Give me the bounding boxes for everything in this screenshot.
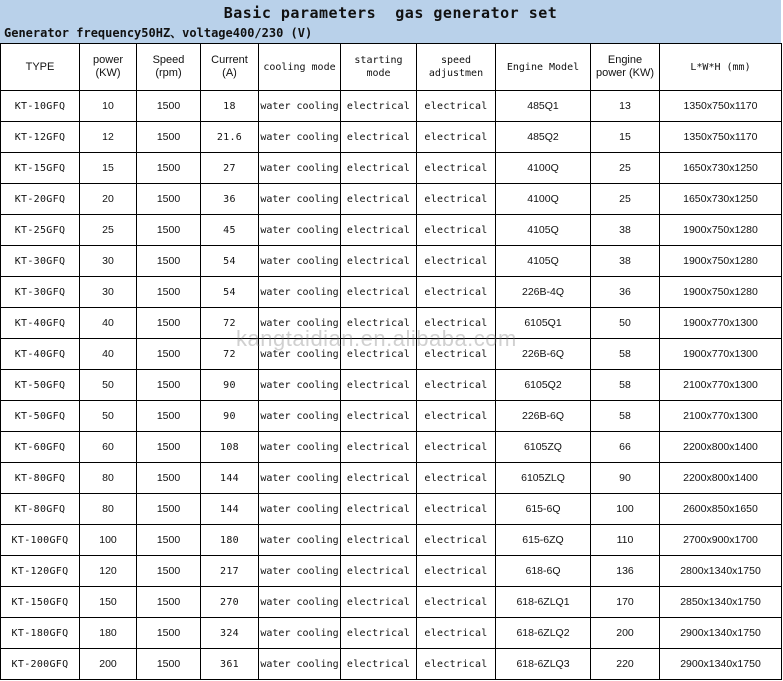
cell-speed: 1500	[137, 246, 201, 277]
cell-engine-model: 4105Q	[496, 215, 591, 246]
table-row	[1, 246, 782, 277]
cell-engine-model: 618-6ZLQ2	[496, 618, 591, 649]
cell-current: 45	[201, 215, 259, 246]
cell-cooling-mode: water cooling	[259, 370, 341, 401]
cell-type: KT-50GFQ	[1, 370, 80, 401]
cell-dimensions: 1650x730x1250	[660, 153, 782, 184]
header-type: TYPE	[1, 44, 80, 91]
cell-cooling-mode: water cooling	[259, 494, 341, 525]
cell-cooling-mode: water cooling	[259, 649, 341, 680]
cell-engine-power: 38	[591, 246, 660, 277]
cell-speed-adjustment: electrical	[417, 339, 496, 370]
cell-starting-mode: electrical	[341, 587, 417, 618]
header-cooling-mode: cooling mode	[259, 44, 341, 91]
cell-current: 144	[201, 463, 259, 494]
cell-cooling-mode: water cooling	[259, 339, 341, 370]
cell-engine-model: 615-6ZQ	[496, 525, 591, 556]
cell-speed-adjustment: electrical	[417, 556, 496, 587]
cell-starting-mode: electrical	[341, 153, 417, 184]
cell-speed-adjustment: electrical	[417, 308, 496, 339]
cell-current: 180	[201, 525, 259, 556]
table-row	[1, 401, 782, 432]
cell-engine-model: 226B-4Q	[496, 277, 591, 308]
table-row	[1, 122, 782, 153]
cell-cooling-mode: water cooling	[259, 184, 341, 215]
cell-current: 21.6	[201, 122, 259, 153]
cell-type: KT-15GFQ	[1, 153, 80, 184]
header-speed: Speed (rpm)	[137, 44, 201, 91]
cell-power: 50	[80, 370, 137, 401]
cell-type: KT-10GFQ	[1, 91, 80, 122]
cell-power: 40	[80, 339, 137, 370]
cell-speed-adjustment: electrical	[417, 525, 496, 556]
cell-power: 60	[80, 432, 137, 463]
cell-current: 324	[201, 618, 259, 649]
cell-current: 72	[201, 308, 259, 339]
cell-speed-adjustment: electrical	[417, 432, 496, 463]
cell-engine-model: 4100Q	[496, 184, 591, 215]
cell-engine-power: 58	[591, 401, 660, 432]
cell-dimensions: 1900x750x1280	[660, 215, 782, 246]
cell-engine-power: 110	[591, 525, 660, 556]
cell-engine-model: 6105ZLQ	[496, 463, 591, 494]
cell-type: KT-30GFQ	[1, 277, 80, 308]
cell-current: 54	[201, 277, 259, 308]
cell-power: 25	[80, 215, 137, 246]
cell-speed-adjustment: electrical	[417, 463, 496, 494]
table-row	[1, 215, 782, 246]
cell-power: 120	[80, 556, 137, 587]
cell-dimensions: 2700x900x1700	[660, 525, 782, 556]
cell-engine-power: 38	[591, 215, 660, 246]
cell-engine-model: 226B-6Q	[496, 339, 591, 370]
cell-starting-mode: electrical	[341, 463, 417, 494]
cell-speed-adjustment: electrical	[417, 370, 496, 401]
spec-table	[0, 43, 782, 680]
cell-type: KT-40GFQ	[1, 308, 80, 339]
cell-starting-mode: electrical	[341, 246, 417, 277]
cell-engine-model: 4100Q	[496, 153, 591, 184]
cell-engine-power: 25	[591, 153, 660, 184]
cell-power: 12	[80, 122, 137, 153]
header-starting-mode: starting mode	[341, 44, 417, 91]
cell-speed-adjustment: electrical	[417, 618, 496, 649]
table-row	[1, 339, 782, 370]
cell-dimensions: 2900x1340x1750	[660, 649, 782, 680]
cell-type: KT-40GFQ	[1, 339, 80, 370]
cell-cooling-mode: water cooling	[259, 246, 341, 277]
table-row	[1, 556, 782, 587]
cell-engine-power: 13	[591, 91, 660, 122]
cell-cooling-mode: water cooling	[259, 556, 341, 587]
cell-speed: 1500	[137, 401, 201, 432]
cell-dimensions: 1900x770x1300	[660, 339, 782, 370]
table-row	[1, 277, 782, 308]
cell-type: KT-150GFQ	[1, 587, 80, 618]
cell-engine-model: 6105ZQ	[496, 432, 591, 463]
cell-dimensions: 2200x800x1400	[660, 463, 782, 494]
cell-cooling-mode: water cooling	[259, 525, 341, 556]
cell-cooling-mode: water cooling	[259, 432, 341, 463]
cell-starting-mode: electrical	[341, 277, 417, 308]
cell-speed-adjustment: electrical	[417, 401, 496, 432]
cell-dimensions: 1350x750x1170	[660, 122, 782, 153]
cell-starting-mode: electrical	[341, 618, 417, 649]
cell-starting-mode: electrical	[341, 91, 417, 122]
cell-engine-model: 4105Q	[496, 246, 591, 277]
cell-starting-mode: electrical	[341, 432, 417, 463]
cell-speed: 1500	[137, 463, 201, 494]
cell-power: 100	[80, 525, 137, 556]
cell-speed: 1500	[137, 525, 201, 556]
table-row	[1, 184, 782, 215]
cell-speed: 1500	[137, 153, 201, 184]
table-row	[1, 494, 782, 525]
header-engine-power: Engine power (KW)	[591, 44, 660, 91]
cell-speed-adjustment: electrical	[417, 277, 496, 308]
cell-starting-mode: electrical	[341, 370, 417, 401]
cell-current: 36	[201, 184, 259, 215]
cell-speed-adjustment: electrical	[417, 215, 496, 246]
cell-speed: 1500	[137, 122, 201, 153]
cell-dimensions: 1900x750x1280	[660, 246, 782, 277]
cell-power: 40	[80, 308, 137, 339]
cell-engine-model: 618-6ZLQ3	[496, 649, 591, 680]
cell-current: 108	[201, 432, 259, 463]
cell-power: 150	[80, 587, 137, 618]
cell-cooling-mode: water cooling	[259, 122, 341, 153]
cell-speed: 1500	[137, 556, 201, 587]
cell-cooling-mode: water cooling	[259, 153, 341, 184]
cell-engine-power: 66	[591, 432, 660, 463]
header-dimensions: L*W*H (mm)	[660, 44, 782, 91]
header-engine-model: Engine Model	[496, 44, 591, 91]
cell-engine-power: 200	[591, 618, 660, 649]
cell-starting-mode: electrical	[341, 494, 417, 525]
table-row	[1, 91, 782, 122]
cell-power: 30	[80, 246, 137, 277]
cell-speed-adjustment: electrical	[417, 587, 496, 618]
header-speed-adjustment: speed adjustmen	[417, 44, 496, 91]
cell-speed: 1500	[137, 215, 201, 246]
cell-dimensions: 2200x800x1400	[660, 432, 782, 463]
cell-dimensions: 1650x730x1250	[660, 184, 782, 215]
table-row	[1, 649, 782, 680]
cell-starting-mode: electrical	[341, 184, 417, 215]
cell-engine-power: 36	[591, 277, 660, 308]
cell-speed: 1500	[137, 370, 201, 401]
cell-engine-power: 136	[591, 556, 660, 587]
cell-speed-adjustment: electrical	[417, 91, 496, 122]
cell-engine-model: 485Q2	[496, 122, 591, 153]
header-current: Current (A)	[201, 44, 259, 91]
cell-speed-adjustment: electrical	[417, 122, 496, 153]
cell-speed: 1500	[137, 494, 201, 525]
cell-power: 80	[80, 463, 137, 494]
cell-engine-power: 25	[591, 184, 660, 215]
page-subtitle: Generator frequency50HZ、voltage400/230 (V)	[4, 26, 313, 40]
cell-type: KT-50GFQ	[1, 401, 80, 432]
cell-type: KT-12GFQ	[1, 122, 80, 153]
cell-type: KT-100GFQ	[1, 525, 80, 556]
cell-power: 180	[80, 618, 137, 649]
table-row	[1, 370, 782, 401]
cell-power: 200	[80, 649, 137, 680]
cell-current: 27	[201, 153, 259, 184]
cell-engine-model: 6105Q2	[496, 370, 591, 401]
cell-engine-power: 58	[591, 339, 660, 370]
cell-speed-adjustment: electrical	[417, 246, 496, 277]
page-title: Basic parameters gas generator set	[223, 4, 558, 22]
cell-speed: 1500	[137, 184, 201, 215]
cell-cooling-mode: water cooling	[259, 401, 341, 432]
cell-engine-power: 100	[591, 494, 660, 525]
cell-speed: 1500	[137, 308, 201, 339]
cell-dimensions: 2850x1340x1750	[660, 587, 782, 618]
cell-starting-mode: electrical	[341, 339, 417, 370]
cell-speed: 1500	[137, 277, 201, 308]
cell-power: 15	[80, 153, 137, 184]
cell-type: KT-180GFQ	[1, 618, 80, 649]
cell-dimensions: 2100x770x1300	[660, 401, 782, 432]
cell-cooling-mode: water cooling	[259, 618, 341, 649]
cell-dimensions: 1900x770x1300	[660, 308, 782, 339]
cell-speed: 1500	[137, 587, 201, 618]
cell-cooling-mode: water cooling	[259, 308, 341, 339]
cell-power: 10	[80, 91, 137, 122]
cell-type: KT-120GFQ	[1, 556, 80, 587]
cell-current: 361	[201, 649, 259, 680]
cell-dimensions: 1900x750x1280	[660, 277, 782, 308]
table-header-row	[1, 44, 782, 91]
cell-current: 270	[201, 587, 259, 618]
cell-engine-power: 50	[591, 308, 660, 339]
cell-starting-mode: electrical	[341, 122, 417, 153]
cell-engine-model: 618-6ZLQ1	[496, 587, 591, 618]
cell-speed-adjustment: electrical	[417, 649, 496, 680]
cell-engine-power: 15	[591, 122, 660, 153]
cell-engine-power: 170	[591, 587, 660, 618]
cell-starting-mode: electrical	[341, 215, 417, 246]
cell-type: KT-30GFQ	[1, 246, 80, 277]
cell-cooling-mode: water cooling	[259, 91, 341, 122]
cell-type: KT-60GFQ	[1, 432, 80, 463]
cell-starting-mode: electrical	[341, 308, 417, 339]
cell-type: KT-80GFQ	[1, 494, 80, 525]
cell-current: 54	[201, 246, 259, 277]
cell-current: 90	[201, 401, 259, 432]
cell-type: KT-20GFQ	[1, 184, 80, 215]
cell-engine-model: 615-6Q	[496, 494, 591, 525]
cell-speed: 1500	[137, 618, 201, 649]
cell-cooling-mode: water cooling	[259, 587, 341, 618]
cell-engine-model: 226B-6Q	[496, 401, 591, 432]
cell-speed: 1500	[137, 339, 201, 370]
cell-type: KT-80GFQ	[1, 463, 80, 494]
cell-dimensions: 2600x850x1650	[660, 494, 782, 525]
table-row	[1, 463, 782, 494]
cell-dimensions: 2800x1340x1750	[660, 556, 782, 587]
cell-starting-mode: electrical	[341, 649, 417, 680]
cell-engine-model: 485Q1	[496, 91, 591, 122]
cell-dimensions: 1350x750x1170	[660, 91, 782, 122]
cell-engine-power: 220	[591, 649, 660, 680]
table-row	[1, 153, 782, 184]
cell-speed: 1500	[137, 91, 201, 122]
cell-cooling-mode: water cooling	[259, 277, 341, 308]
cell-engine-model: 6105Q1	[496, 308, 591, 339]
cell-speed-adjustment: electrical	[417, 153, 496, 184]
cell-current: 72	[201, 339, 259, 370]
cell-power: 50	[80, 401, 137, 432]
cell-starting-mode: electrical	[341, 525, 417, 556]
cell-speed: 1500	[137, 649, 201, 680]
cell-cooling-mode: water cooling	[259, 215, 341, 246]
cell-current: 18	[201, 91, 259, 122]
cell-cooling-mode: water cooling	[259, 463, 341, 494]
cell-engine-power: 58	[591, 370, 660, 401]
table-row	[1, 587, 782, 618]
cell-starting-mode: electrical	[341, 401, 417, 432]
cell-dimensions: 2900x1340x1750	[660, 618, 782, 649]
table-row	[1, 618, 782, 649]
cell-power: 20	[80, 184, 137, 215]
cell-type: KT-200GFQ	[1, 649, 80, 680]
cell-starting-mode: electrical	[341, 556, 417, 587]
table-row	[1, 432, 782, 463]
table-row	[1, 308, 782, 339]
cell-power: 30	[80, 277, 137, 308]
cell-current: 217	[201, 556, 259, 587]
cell-type: KT-25GFQ	[1, 215, 80, 246]
table-row	[1, 525, 782, 556]
cell-current: 90	[201, 370, 259, 401]
watermark: kangtaidian.en.alibaba.com	[236, 326, 517, 351]
cell-current: 144	[201, 494, 259, 525]
header-power: power (KW)	[80, 44, 137, 91]
cell-power: 80	[80, 494, 137, 525]
cell-engine-power: 90	[591, 463, 660, 494]
cell-engine-model: 618-6Q	[496, 556, 591, 587]
cell-speed-adjustment: electrical	[417, 494, 496, 525]
cell-speed-adjustment: electrical	[417, 184, 496, 215]
cell-dimensions: 2100x770x1300	[660, 370, 782, 401]
cell-speed: 1500	[137, 432, 201, 463]
